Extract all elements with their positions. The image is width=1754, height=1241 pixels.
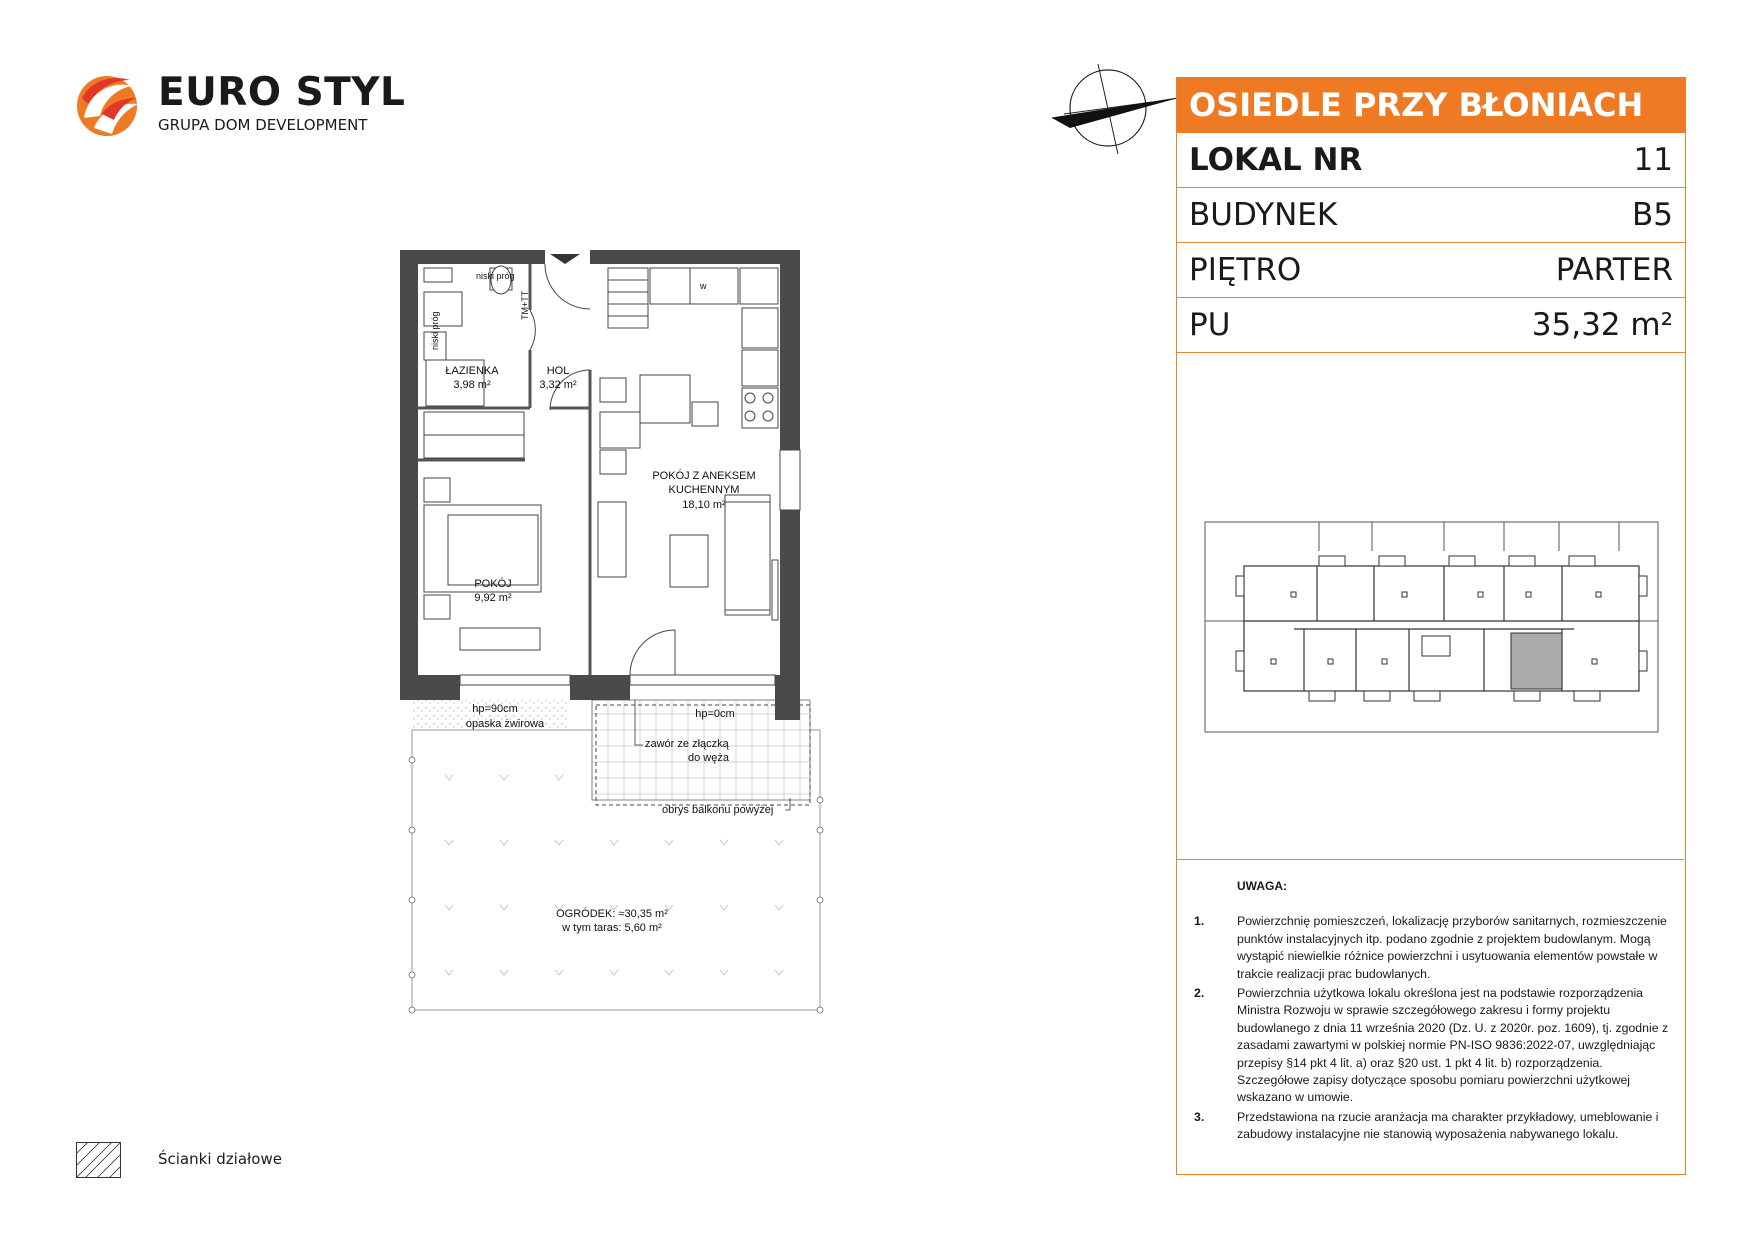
note-text: Przedstawiona na rzucie aranżacja ma charakter przykładowy, umeblowanie i zabudowy instalacyjne nie stanowią wyposażenia nabywanego lokalu. <box>1237 1109 1659 1142</box>
wardrobe <box>424 412 524 458</box>
row-area <box>1177 298 1685 353</box>
hall-name: HOL <box>546 365 570 377</box>
row-value: B5 <box>1632 197 1673 233</box>
row-unit-number <box>1177 133 1685 188</box>
notes-divider <box>1177 859 1684 860</box>
garden-area <box>409 700 823 1013</box>
living-room-name: POKÓJ Z ANEKSEM <box>652 470 756 482</box>
note-item <box>1194 1109 1674 1144</box>
unit-highlight <box>1511 633 1562 689</box>
notes-title: UWAGA: <box>1237 879 1287 893</box>
partition-legend-icon <box>76 1142 121 1178</box>
notes-section <box>1194 878 1674 1146</box>
low-threshold-label: niski próg <box>476 271 515 281</box>
north-arrow-icon <box>1050 62 1180 162</box>
row-label: PU <box>1189 307 1231 343</box>
note-text: Powierzchnia użytkowa lokalu określona jest na podstawie rozporządzenia Ministra Rozwoju w sprawie szczegółowego zakresu i formy projektu budowlanego z dnia 11 września 2020 (Dz. U. z 2020r. poz. 1609), tj. zgodnie z zasadami zawartymi w polskiej normie PN-ISO 9836:2022-07, uwzględniając przepisy §14 pkt 4 lit. a) oraz §20 ust. 1 pkt 4 lit. b) rozporządzenia. Szczegółowe zapisy dotyczące sposobu pomiaru powierzchni użytkowej wskazano w umowie. <box>1237 986 1669 1105</box>
valve-label-2: do węża <box>688 752 729 764</box>
bathroom-name: ŁAZIENKA <box>445 365 499 377</box>
info-panel <box>1176 77 1686 1175</box>
building-key-plan <box>1204 521 1659 733</box>
garden-area-label: OGRÓDEK: ≈30,35 m² <box>556 908 668 920</box>
hall-area: 3,32 m² <box>539 379 577 391</box>
window-height-label: hp=90cm <box>472 703 518 715</box>
note-number: 2. <box>1194 986 1205 1001</box>
row-floor <box>1177 243 1685 298</box>
row-value: PARTER <box>1555 252 1673 288</box>
gravel-label: opaska żwirowa <box>465 718 545 730</box>
bedroom-area: 9,92 m² <box>474 592 512 604</box>
living-room-name-2: KUCHENNYM <box>668 484 740 496</box>
living-room-area: 18,10 m² <box>682 499 726 511</box>
tm-tt-label: TM+TT <box>520 290 530 320</box>
row-building <box>1177 188 1685 243</box>
note-text: Powierzchnię pomieszczeń, lokalizację przyborów sanitarnych, rozmieszczenie punktów instalacyjnych itp. podano zgodnie z projektem budowlanym. Mogą wystąpić niewielkie różnice powierzchni i usytuowania elementów powstałe w trakcie realizacji prac budowlanych. <box>1237 914 1667 981</box>
door-height-label: hp=0cm <box>695 708 735 720</box>
valve-label: zawór ze złączką <box>645 738 729 750</box>
bedroom-name: POKÓJ <box>474 578 512 590</box>
project-title: OSIEDLE PRZY BŁONIACH <box>1177 78 1685 133</box>
row-value: 11 <box>1633 142 1673 178</box>
eurostyl-logo <box>74 68 406 148</box>
note-item <box>1194 985 1674 1107</box>
row-value: 35,32 m² <box>1531 307 1673 343</box>
note-number: 1. <box>1194 914 1205 929</box>
note-number: 3. <box>1194 1109 1205 1124</box>
row-label: PIĘTRO <box>1189 252 1302 288</box>
brand-subtitle: GRUPA DOM DEVELOPMENT <box>158 116 368 134</box>
note-item <box>1194 913 1674 983</box>
entrance-arrow-icon <box>550 254 580 264</box>
legend-label: Ścianki działowe <box>158 1150 282 1168</box>
terrace-area-label: w tym taras: 5,60 m² <box>562 922 662 934</box>
bathroom-area: 3,98 m² <box>453 379 491 391</box>
floor-plan <box>400 250 860 1040</box>
bedroom-furniture <box>424 478 541 650</box>
w-label: w <box>700 281 707 291</box>
brand-name: EURO STYL <box>158 70 406 115</box>
row-label: LOKAL NR <box>1189 142 1363 178</box>
row-label: BUDYNEK <box>1189 197 1338 233</box>
flame-logo-icon <box>74 68 144 140</box>
balcony-label: obrys balkonu powyżej <box>662 804 774 816</box>
low-threshold-label-2: niski próg <box>430 311 440 350</box>
